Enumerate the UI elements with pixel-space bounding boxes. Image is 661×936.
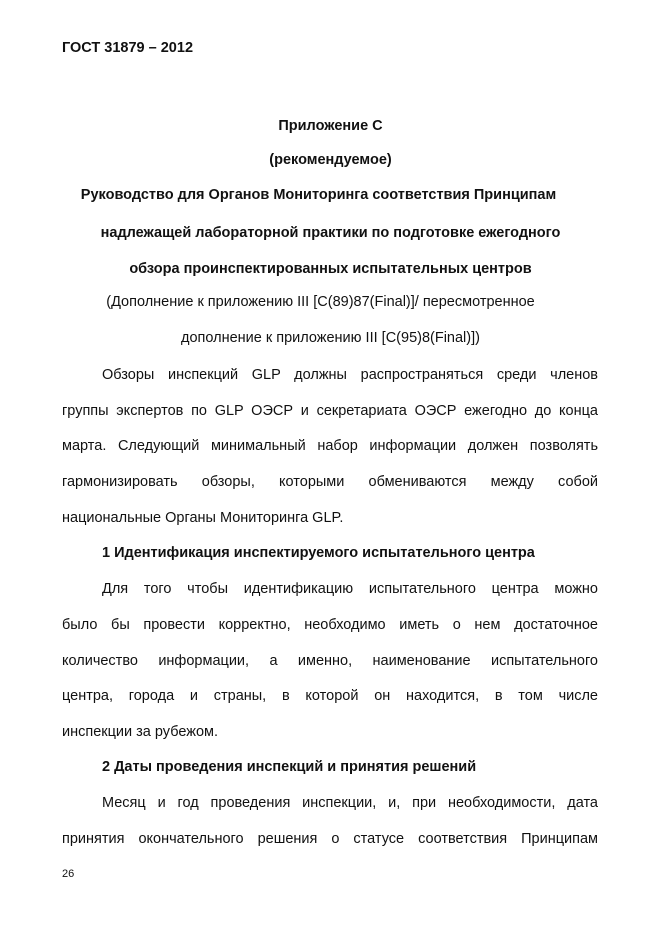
intro-line-5: национальные Органы Мониторинга GLP. (62, 510, 344, 526)
appendix-status: (рекомендуемое) (269, 152, 392, 168)
appendix-note-line-2: дополнение к приложению III [C(95)8(Final)]) (181, 330, 480, 346)
appendix-heading-line-3: обзора проинспектированных испытательных центров (129, 261, 532, 277)
section-2-line-1: Месяц и год проведения инспекции, и, при необходимости, дата (102, 795, 598, 811)
appendix-note-line-1: (Дополнение к приложению III [C(89)87(Final)]/ пересмотренное (106, 294, 535, 310)
document-code: ГОСТ 31879 – 2012 (62, 40, 194, 56)
section-2-line-2: принятия окончательного решения о статусе соответствия Принципам (62, 831, 598, 847)
section-1-line-4: центра, города и страны, в которой он находится, в том числе (62, 688, 598, 704)
appendix-title: Приложение С (278, 118, 383, 134)
section-1-line-3: количество информации, а именно, наименование испытательного (62, 653, 598, 669)
section-1-line-2: было бы провести корректно, необходимо иметь о нем достаточное (62, 617, 598, 633)
section-1-title: 1 Идентификация инспектируемого испытательного центра (102, 545, 535, 561)
section-2-title: 2 Даты проведения инспекций и принятия решений (102, 759, 477, 775)
intro-line-2: группы экспертов по GLP ОЭСР и секретариата ОЭСР ежегодно до конца (62, 403, 598, 419)
appendix-heading-line-1: Руководство для Органов Мониторинга соответствия Принципам (80, 187, 557, 203)
intro-line-3: марта. Следующий минимальный набор информации должен позволять (62, 438, 598, 454)
section-1-line-1: Для того чтобы идентификацию испытательного центра можно (102, 581, 598, 597)
intro-line-4: гармонизировать обзоры, которыми обмениваются между собой (62, 474, 598, 490)
appendix-heading-line-2: надлежащей лабораторной практики по подготовке ежегодного (100, 225, 561, 241)
intro-line-1: Обзоры инспекций GLP должны распространяться среди членов (102, 367, 598, 383)
section-1-line-5: инспекции за рубежом. (62, 724, 219, 740)
page-number: 26 (62, 868, 75, 880)
